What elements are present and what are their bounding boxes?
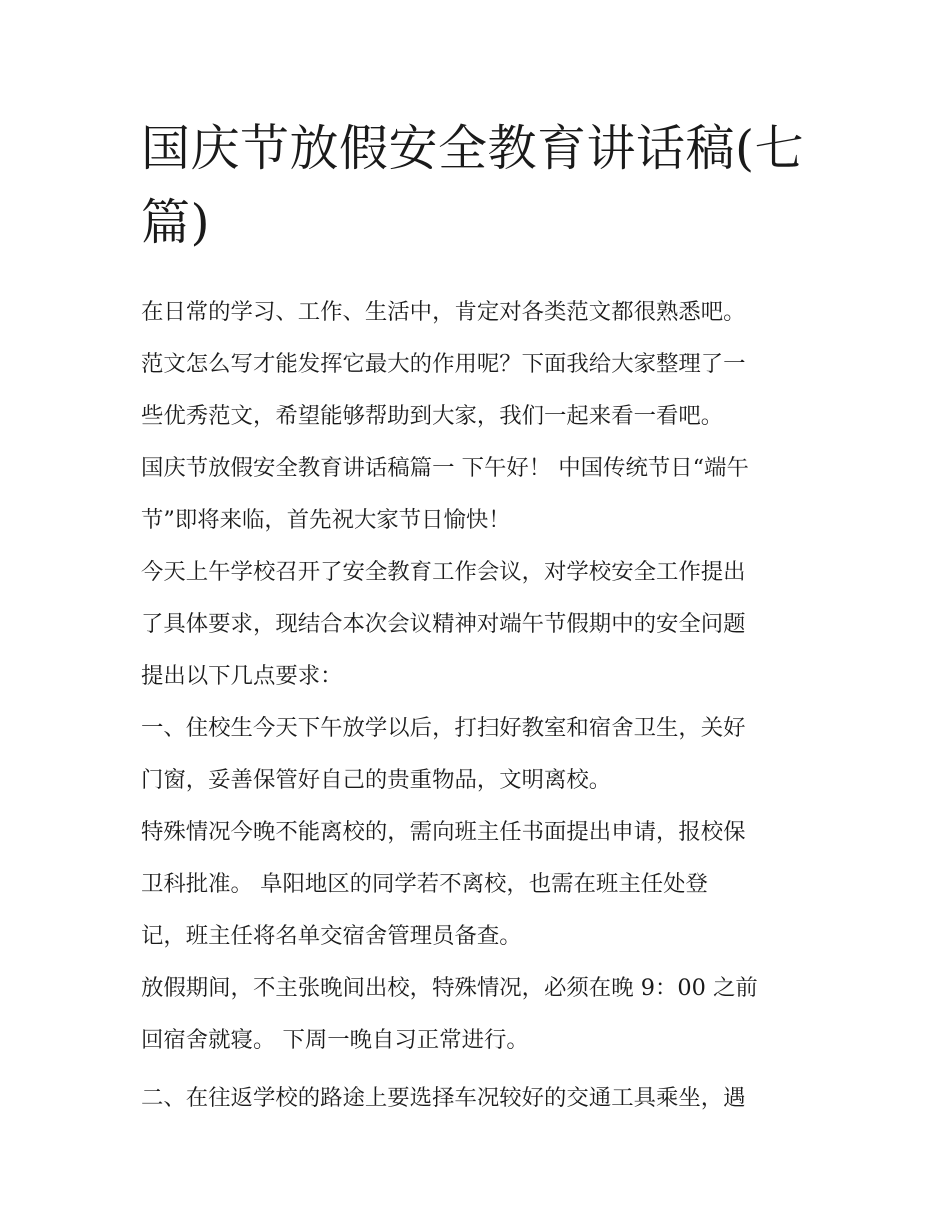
paragraph-point-one: 一、住校生今天下午放学以后，打扫好教室和宿舍卫生，关好 门窗，妥善保管好自己的贵重物品，文明离校。 [141, 715, 746, 793]
paragraph-intro: 在日常的学习、工作、生活中，肯定对各类范文都很熟悉吧。 范文怎么写才能发挥它最大的作用呢？下面我给大家整理了一 些优秀范文，希望能够帮助到大家，我们一起来看一看吧。 [141, 299, 746, 429]
document-title: 国庆节放假安全教育讲话稿(七 篇) [141, 120, 805, 251]
document-body [141, 286, 813, 1124]
paragraph-meeting: 今天上午学校召开了安全教育工作会议，对学校安全工作提出 了具体要求，现结合本次会议精神对端午节假期中的安全问题 提出以下几点要求： [141, 559, 746, 689]
paragraph-special-cases: 特殊情况今晚不能离校的，需向班主任书面提出申请，报校保 卫科批准。 阜阳地区的同学若不离校，也需在班主任处登 记，班主任将名单交宿舍管理员备查。 [141, 819, 746, 949]
paragraph-point-two: 二、在往返学校的路途上要选择车况较好的交通工具乘坐，遇 [141, 1085, 746, 1111]
paragraph-holiday-rules: 放假期间，不主张晚间出校，特殊情况，必须在晚 9：00 之前 回宿舍就寝。 下周一晚自习正常进行。 [141, 975, 758, 1053]
document-content [141, 112, 813, 1124]
paragraph-greeting: 国庆节放假安全教育讲话稿篇一 下午好！ 中国传统节日“端午 节”即将来临，首先祝大家节日愉快！ [141, 455, 749, 533]
